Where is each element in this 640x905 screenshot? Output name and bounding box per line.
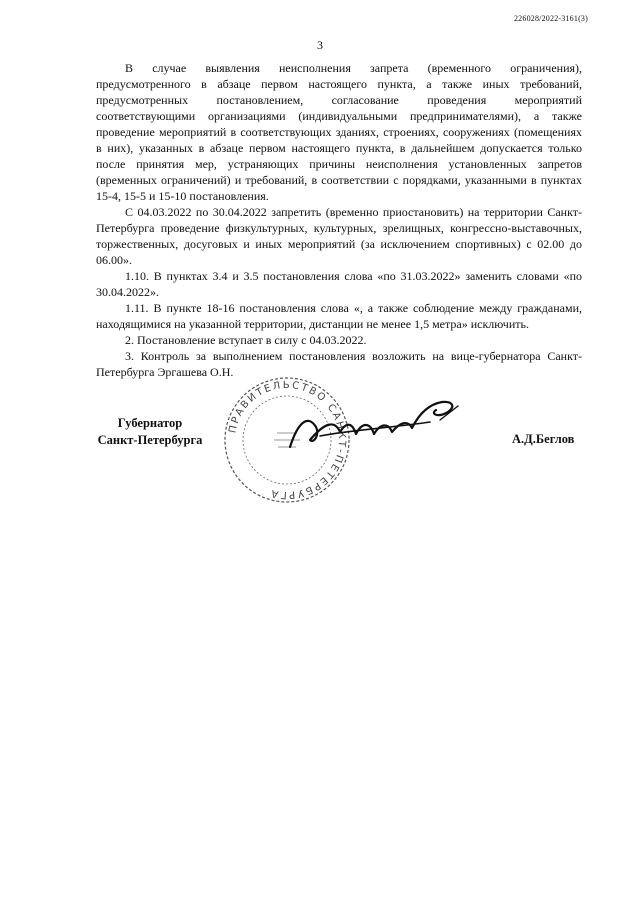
signatory-title-line1: Губернатор — [117, 416, 183, 430]
svg-text:ПРАВИТЕЛЬСТВО САНКТ-ПЕТЕРБУРГА: ПРАВИТЕЛЬСТВО САНКТ-ПЕТЕРБУРГА — [227, 379, 348, 501]
document-body — [96, 60, 582, 380]
paragraph-event-ban: С 04.03.2022 по 30.04.2022 запретить (временно приостановить) на территории Санкт-Петербурга проведение физкультурных, культурных, зрелищных, конгрессно-выставочных, торжественных, досуговых и иных мероприятий (за исключением спортивных) с 02.00 до 06.00». — [96, 205, 582, 267]
paragraph-1-10: 1.10. В пунктах 3.4 и 3.5 постановления слова «по 31.03.2022» заменить словами «по 30.04.2022». — [96, 269, 582, 299]
paragraph-1-11: 1.11. В пункте 18-16 постановления слова «, а также соблюдение между гражданами, находящимися на указанной территории, дистанции не менее 1,5 метра» исключить. — [96, 301, 582, 331]
handwritten-signature — [280, 392, 470, 462]
signatory-name: А.Д.Беглов — [512, 432, 575, 446]
signatory-title-line2: Санкт-Петербурга — [97, 433, 203, 447]
page-number: 3 — [317, 38, 323, 52]
document-number: 226028/2022-3161(3) — [513, 14, 588, 23]
signatory-title — [95, 415, 205, 449]
paragraph-2: 2. Постановление вступает в силу с 04.03.2022. — [125, 333, 367, 347]
paragraph-3: 3. Контроль за выполнением постановления возложить на вице-губернатора Санкт-Петербурга Эргашева О.Н. — [96, 349, 582, 379]
paragraph-violation-measures: В случае выявления неисполнения запрета (временного ограничения), предусмотренного в абзаце первом настоящего пункта, а также иных требований, предусмотренных постановлением, согласование проведения мероприятий соответствующими организациями (индивидуальными предпринимателями), а также проведение мероприятий в соответствующих зданиях, строениях, сооружениях (помещениях в них), указанных в абзаце первом настоящего пункта, в дальнейшем допускается только после принятия мер, устраняющих причины неисполнения установленных запретов (временных ограничений) и требований, в соответствии с порядками, указанными в пунктах 15-4, 15-5 и 15-10 постановления. — [96, 61, 582, 203]
